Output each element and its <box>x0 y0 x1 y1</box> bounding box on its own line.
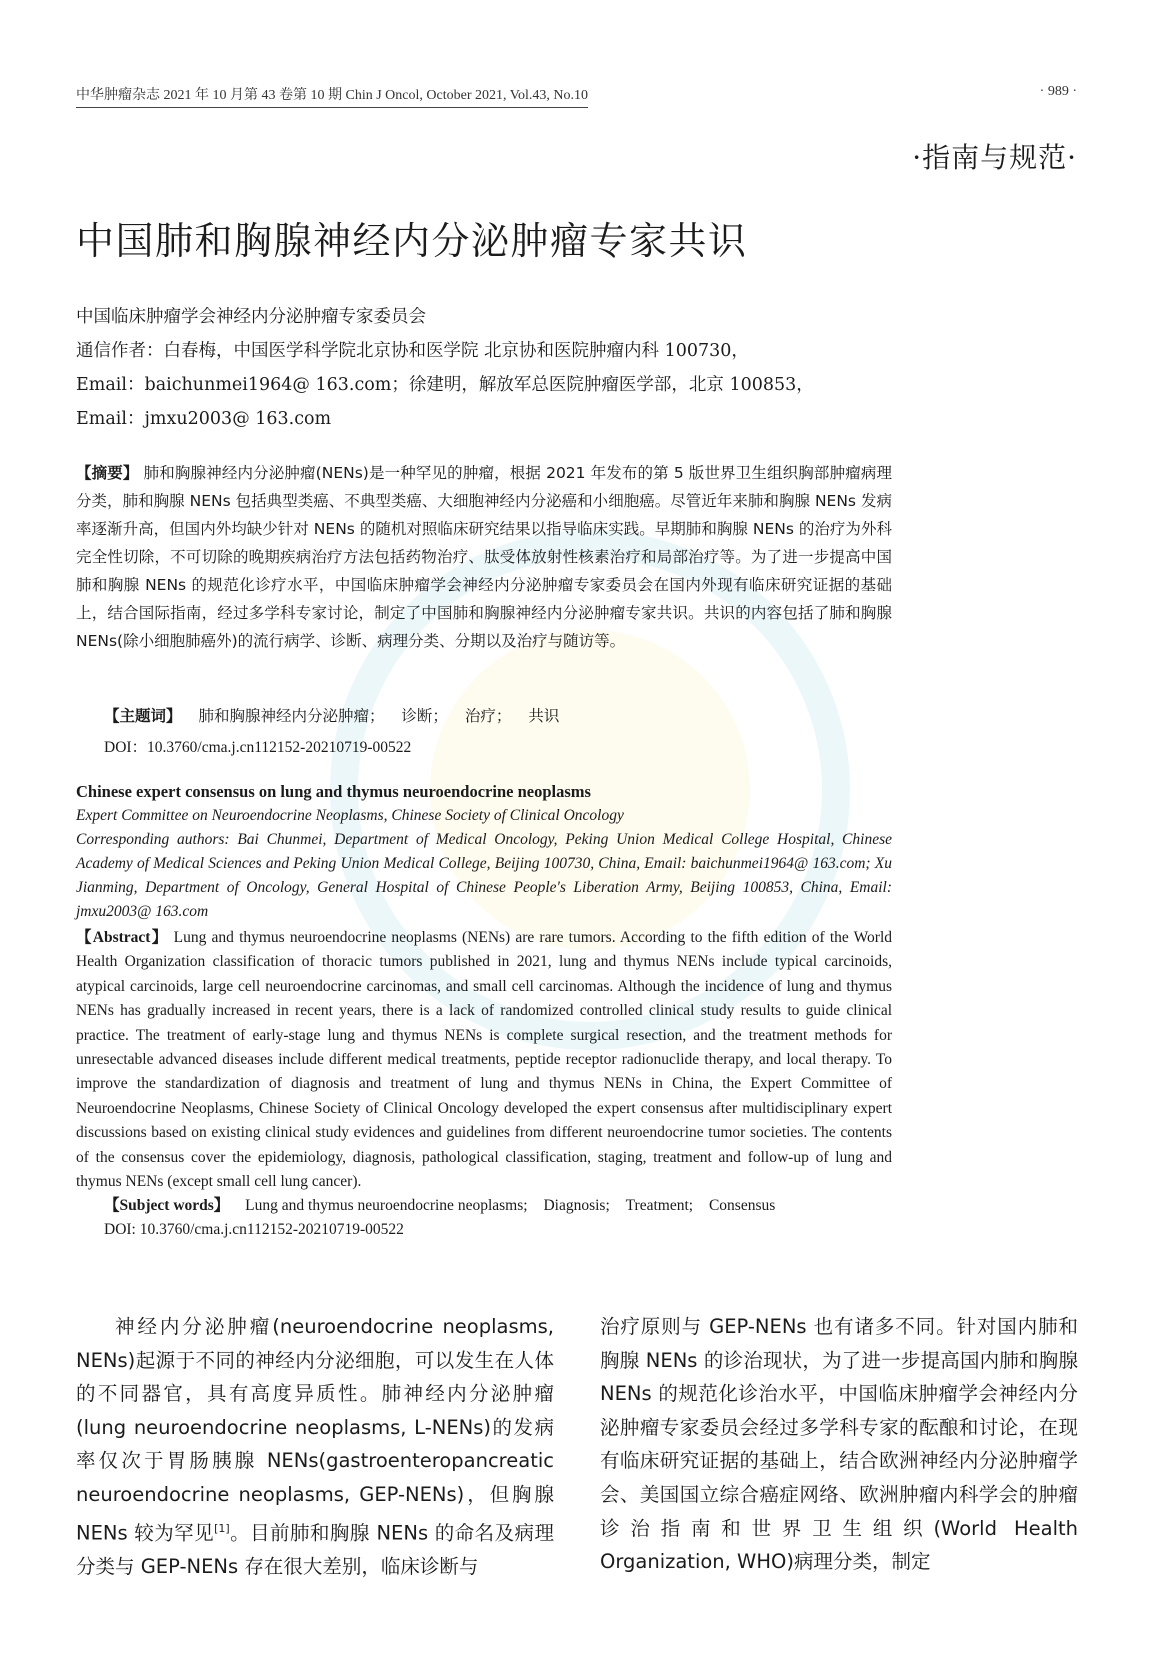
english-abstract-text: Lung and thymus neuroendocrine neoplasms (NENs) are rare tumors. According to the fifth edition of the World Health Organization classification of thoracic tumors published in 2021, lung and thymus NENs include typical carcinoids, atypical carcinoids, large cell neuroendocrine carcinomas, and small cell carcinomas. Although the incidence of lung and thymus NENs has gradually increased in recent years, there is a lack of randomized controlled clinical study results to guide clinical practice. The treatment of early-stage lung and thymus NENs is complete surgical resection, and the treatment methods for unresectable advanced diseases include different medical treatments, peptide receptor radionuclide therapy, and local therapy. To improve the standardization of diagnosis and treatment of lung and thymus NENs in China, the Expert Committee of Neuroendocrine Neoplasms, Chinese Society of Clinical Oncology developed the expert consensus after multidisciplinary expert discussions based on existing clinical study evidences and guidelines from different neuroendocrine tumor societies. The contents of the consensus cover the epidemiology, diagnosis, pathological classification, staging, treatment and follow-up of lung and thymus NENs (except small cell lung cancer). <box>76 929 892 1191</box>
keyword: Diagnosis; <box>543 1197 610 1215</box>
abstract-chinese <box>76 459 892 655</box>
keyword: 肺和胸腺神经内分泌肿瘤； <box>198 707 385 725</box>
keywords-label: 【主题词】 <box>104 707 182 725</box>
correspondence-line-3: Email：jmxu2003@ 163.com <box>76 409 332 429</box>
citation-reference: [1] <box>214 1521 230 1535</box>
body-text: 。目前肺和胸腺 NENs 的命名及病理分类与 GEP-NENs 存在很大差别，临床诊断与 <box>76 1521 554 1578</box>
doi-chinese: DOI：10.3760/cma.j.cn112152-20210719-00522 <box>104 739 412 756</box>
keyword: Lung and thymus neuroendocrine neoplasms; <box>245 1197 528 1215</box>
keyword: Treatment; <box>625 1197 694 1215</box>
body-column-right: 治疗原则与 GEP-NENs 也有诸多不同。针对国内肺和胸腺 NENs 的诊治现状，为了进一步提高国内肺和胸腺 NENs 的规范化诊治水平，中国临床肿瘤学会神经内分泌肿瘤专家委员会经过多学科专家的酝酿和讨论，在现有临床研究证据的基础上，结合欧洲神经内分泌肿瘤学会、美国国立综合癌症网络、欧洲肿瘤内科学会的肿瘤诊治指南和世界卫生组织(World Health Organization, WHO)病理分类，制定 <box>600 1315 1078 1574</box>
english-keywords-label: 【Subject words】 <box>104 1197 230 1215</box>
body-text: 神经内分泌肿瘤(neuroendocrine neoplasms, NENs)起源于不同的神经内分泌细胞，可以发生在人体的不同器官，具有高度异质性。肺神经内分泌肿瘤(lung neuroendocrine neoplasms, L-NENs)的发病率仅次于胃肠胰腺 NENs(gastroenteropancreatic neuroendocrine neoplasms, GEP-NENs)，但胸腺 NENs 较为罕见 <box>76 1315 554 1545</box>
abstract-label: 【摘要】 <box>76 464 139 482</box>
author-block <box>76 300 936 436</box>
english-doi: DOI: 10.3760/cma.j.cn112152-20210719-00522 <box>104 1221 404 1239</box>
english-abstract <box>76 926 892 1194</box>
english-committee: Expert Committee on Neuroendocrine Neoplasms, Chinese Society of Clinical Oncology <box>76 807 624 824</box>
running-header: 中华肿瘤杂志 2021 年 10 月第 43 卷第 10 期 Chin J Oncol, October 2021, Vol.43, No.10 <box>76 84 588 108</box>
correspondence-line-1: 通信作者：白春梅，中国医学科学院北京协和医学院 北京协和医院肿瘤内科 100730， <box>76 341 749 361</box>
abstract-text: 肺和胸腺神经内分泌肿瘤(NENs)是一种罕见的肿瘤，根据 2021 年发布的第 5 版世界卫生组织胸部肿瘤病理分类，肺和胸腺 NENs 包括典型类癌、不典型类癌、大细胞神经内分泌癌和小细胞癌。尽管近年来肺和胸腺 NENs 发病率逐渐升高，但国内外均缺少针对 NENs 的随机对照临床研究结果以指导临床实践。早期肺和胸腺 NENs 的治疗为外科完全性切除，不可切除的晚期疾病治疗方法包括药物治疗、肽受体放射性核素治疗和局部治疗等。为了进一步提高中国肺和胸腺 NENs 的规范化诊疗水平，中国临床肿瘤学会神经内分泌肿瘤专家委员会在国内外现有临床研究证据的基础上，结合国际指南，经过多学科专家讨论，制定了中国肺和胸腺神经内分泌肿瘤专家共识。共识的内容包括了肺和胸腺 NENs(除小细胞肺癌外)的流行病学、诊断、病理分类、分期以及治疗与随访等。 <box>76 464 892 650</box>
english-abstract-label: 【Abstract】 <box>76 929 169 946</box>
keyword: 共识 <box>528 707 560 725</box>
english-abstract-block <box>76 780 892 1242</box>
keyword: 诊断； <box>401 707 448 725</box>
keyword: 治疗； <box>464 707 512 725</box>
committee-name: 中国临床肿瘤学会神经内分泌肿瘤专家委员会 <box>76 307 426 327</box>
english-keywords <box>76 1194 892 1218</box>
body-column-left <box>76 1310 554 1583</box>
keyword: Consensus <box>708 1197 776 1215</box>
english-corresponding: Corresponding authors: Bai Chunmei, Department of Medical Oncology, Peking Union Medical College Hospital, Chinese Academy of Medical Sciences and Peking Union Medical College, Beijing 100730, China, Email: baichunmei1964@ 163.com; Xu Jianming, Department of Oncology, General Hospital of Chinese People's Liberation Army, Beijing 100853, China, Email: jmxu2003@ 163.com <box>76 831 892 920</box>
english-title: Chinese expert consensus on lung and thymus neuroendocrine neoplasms <box>76 782 591 801</box>
correspondence-line-2: Email：baichunmei1964@ 163.com；徐建明，解放军总医院肿瘤医学部，北京 100853， <box>76 375 814 395</box>
keywords-chinese <box>104 704 559 726</box>
section-tag: ·指南与规范· <box>912 141 1077 174</box>
page-number: · 989 · <box>1039 84 1077 99</box>
article-title: 中国肺和胸腺神经内分泌肿瘤专家共识 <box>76 219 748 263</box>
